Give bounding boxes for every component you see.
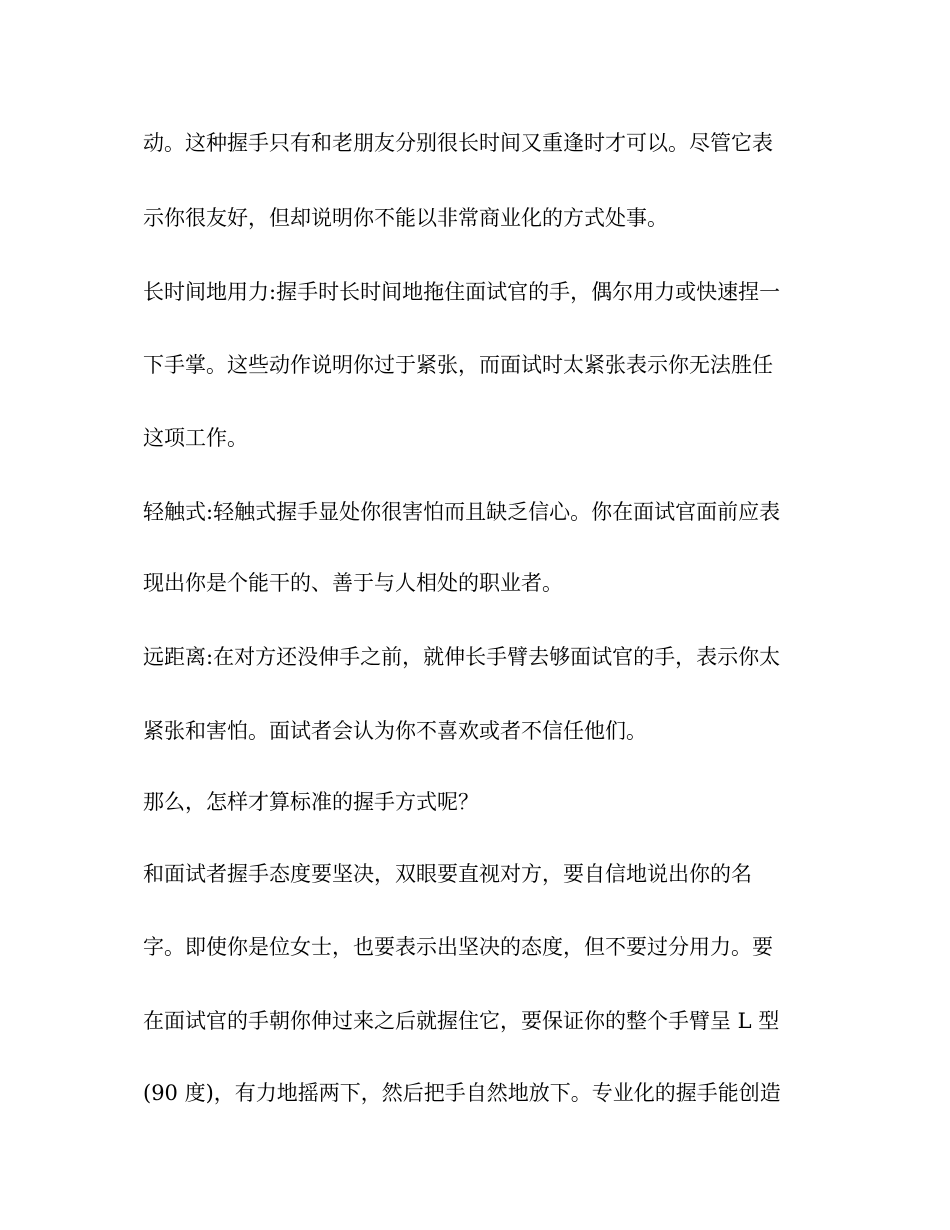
text-line: 长时间地用力:握手时长时间地拖住面试官的手，偶尔用力或快速捏一 bbox=[143, 280, 781, 304]
text-line: 轻触式:轻触式握手显处你很害怕而且缺乏信心。你在面试官面前应表 bbox=[143, 500, 781, 524]
text-line: 远距离:在对方还没伸手之前，就伸长手臂去够面试官的手，表示你太 bbox=[143, 645, 781, 669]
text-line: 动。这种握手只有和老朋友分别很长时间又重逢时才可以。尽管它表 bbox=[143, 131, 773, 155]
text-line: 那么，怎样才算标准的握手方式呢？ bbox=[143, 790, 479, 814]
text-line: (90 度)，有力地摇两下，然后把手自然地放下。专业化的握手能创造 bbox=[143, 1081, 781, 1105]
text-line: 在面试官的手朝你伸过来之后就握住它，要保证你的整个手臂呈 L 型 bbox=[143, 1009, 780, 1033]
text-line: 紧张和害怕。面试者会认为你不喜欢或者不信任他们。 bbox=[143, 719, 647, 743]
text-line: 现出你是个能干的、善于与人相处的职业者。 bbox=[143, 571, 563, 595]
text-line: 和面试者握手态度要坚决，双眼要直视对方，要自信地说出你的名 bbox=[143, 862, 752, 886]
text-line: 示你很友好，但却说明你不能以非常商业化的方式处事。 bbox=[143, 206, 668, 230]
text-line: 下手掌。这些动作说明你过于紧张，而面试时太紧张表示你无法胜任 bbox=[143, 353, 773, 377]
text-line: 这项工作。 bbox=[143, 426, 248, 450]
text-line: 字。即使你是位女士，也要表示出坚决的态度，但不要过分用力。要 bbox=[143, 935, 773, 959]
